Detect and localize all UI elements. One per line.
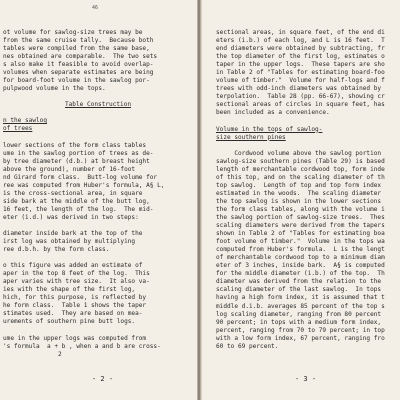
text-line: aper varies with tree size. It also va- xyxy=(3,278,150,286)
text-line: side bark at the middle of the butt log, xyxy=(3,197,150,205)
page-top-mark: 46 xyxy=(92,5,99,11)
text-line: he form class. Table 1 shows the taper xyxy=(3,302,147,310)
text-line: volumes when separate estimates are being xyxy=(3,69,154,77)
text-line: aper in the top 8 feet of the log. This xyxy=(3,270,150,278)
right-page-content xyxy=(216,29,398,351)
text-line: pulpwood volume in the tops. xyxy=(3,85,106,93)
text-line: above the ground), number of 16-foot xyxy=(3,165,136,173)
text-line: with a low form index, 67 percent, ranging fro xyxy=(216,334,385,342)
text-line: is the cross-sectional area, in square xyxy=(3,189,143,197)
text-line: ree was computed from Huber's formula, A§ L, xyxy=(3,181,165,189)
text-line: urements of southern pine butt logs. xyxy=(3,318,136,326)
text-line: eter of 3 inches, inside bark. A§ is computed xyxy=(216,262,385,270)
left-paragraph-5 xyxy=(3,335,193,359)
text-line: o this figure was added an estimate of xyxy=(3,262,143,270)
text-line: terpolation. Table 28 (pp. 66-67), showing cr xyxy=(216,93,385,101)
text-line: sectional areas, in square feet, of the end di xyxy=(216,29,385,36)
text-line: stimates used. They are based on mea- xyxy=(3,310,143,318)
text-line: shown in Table 2 of "Tables for estimating boa xyxy=(216,230,385,238)
text-line: ume in the upper logs was computed from xyxy=(3,334,147,342)
text-line: middle d.i.b. averages 85 percent of the top s xyxy=(216,302,385,310)
text-line: trees with odd-inch diameters was obtained by xyxy=(216,85,382,93)
text-line: sawlog-size southern pines (Table 29) is based xyxy=(216,157,385,165)
left-paragraph-1 xyxy=(3,29,193,93)
text-line: nes obtained are comparable. The two sets xyxy=(3,53,158,61)
text-line: sectional areas of circles in square feet, has xyxy=(216,101,385,109)
left-paragraph-4 xyxy=(3,262,193,326)
subheading-tops-of-sawlog-size xyxy=(216,126,398,142)
text-line: irst log was obtained by multiplying xyxy=(3,238,136,246)
text-line: of trees xyxy=(3,125,33,133)
text-line: having a high form index, it is assumed that t xyxy=(216,294,385,302)
text-line: percent, ranging from 70 to 79 percent; in top xyxy=(216,326,385,334)
text-line: scaling diameter of the last sawlog. In tops xyxy=(216,286,382,294)
section-title-table-construction: Table Construction xyxy=(64,101,132,109)
text-line: ree d.b.h. by the form class. xyxy=(3,246,110,254)
text-line: the top diameter of the first log, estimates o xyxy=(216,53,385,61)
text-line: computed from Huber's formula. L is the lengt xyxy=(216,246,385,254)
text-line: size southern pines xyxy=(216,133,286,141)
text-line: the sawlog portion of sawlog-size trees. Thes xyxy=(216,213,385,221)
text-line: nd Girard form class. Butt-log volume for xyxy=(3,173,158,181)
text-line: the form class tables, along with the volume i xyxy=(216,205,385,213)
text-line: ot volume for sawlog-size trees may be xyxy=(3,29,143,36)
text-line: 2 xyxy=(3,350,62,358)
page-number-right: - 3 - xyxy=(295,375,317,383)
text-line: ume in the sawlog portion of trees as de- xyxy=(3,149,154,157)
text-line: estimated in the woods. The scaling diameter xyxy=(216,189,382,197)
page-number-left: - 2 - xyxy=(92,375,114,383)
text-line: hich, for this purpose, is reflected by xyxy=(3,294,147,302)
text-line: s also make it feasible to avoid overlap- xyxy=(3,61,154,69)
text-line: for the middle diameter (i.b.) of the top. Th xyxy=(216,270,385,278)
left-paragraph-2 xyxy=(3,142,193,222)
text-line: top sawlog. Length of top and top form index xyxy=(216,181,382,189)
text-line: end diameters were obtained by subtracting, fr xyxy=(216,45,385,53)
right-page xyxy=(201,0,400,400)
text-line: volume of timber." Volume for half-logs and f xyxy=(216,77,385,85)
text-line: foot volume of timber." Volume in the tops wa xyxy=(216,238,385,246)
text-line: 's formula a + b , when a and b are cross- xyxy=(3,342,161,350)
text-line: been included as a convenience. xyxy=(216,109,330,117)
text-line: scaling diameters were derived from the tapers xyxy=(216,222,385,230)
text-line: diameter inside bark at the top of the xyxy=(3,229,143,237)
text-line: in Table 2 of "Tables for estimating board-foo xyxy=(216,69,385,77)
text-line: eter (i.d.) was derived in two steps: xyxy=(3,213,139,221)
text-line: log scaling diameter, ranging from 80 percent xyxy=(216,310,382,318)
subheading-sawlog-portion xyxy=(3,117,193,133)
text-line: ies with the shape of the first log, xyxy=(3,286,136,294)
right-paragraph-1 xyxy=(216,29,398,118)
text-line: Cordwood volume above the sawlog portion xyxy=(216,149,382,157)
text-line: 60 to 69 percent. xyxy=(216,342,279,350)
left-page xyxy=(0,0,198,400)
text-line: taper in the upper logs. These tapers are sho xyxy=(216,61,385,69)
text-line: the top sawlog is shown in the lower sections xyxy=(216,197,382,205)
left-page-content xyxy=(3,29,193,359)
text-line: length of merchantable cordwood top, form inde xyxy=(216,165,385,173)
text-line: eters (i.b.) of each log, and L is 16 feet. T xyxy=(216,37,385,45)
text-line: tables were compiled from the same base, xyxy=(3,45,150,53)
text-line: of this top, and on the scaling diameter of th xyxy=(216,173,385,181)
text-line: Volume in the tops of sawlog- xyxy=(216,125,323,133)
text-line: lower sections of the form class tables xyxy=(3,141,147,149)
text-line: of merchantable cordwood top to a minimum diam xyxy=(216,254,385,262)
right-paragraph-2 xyxy=(216,150,398,351)
left-paragraph-3 xyxy=(3,230,193,254)
text-line: 16 feet, the length of the log. The mid- xyxy=(3,205,154,213)
text-line: 90 percent; in tops with a medium form index, xyxy=(216,318,382,326)
text-line: from the same cruise tally. Because both xyxy=(3,37,154,45)
text-line: by tree diameter (d.b.) at breast height xyxy=(3,157,150,165)
text-line: for board-foot volume in the sawlog por- xyxy=(3,77,150,85)
text-line: n the sawlog xyxy=(3,117,48,125)
text-line: diameter was derived from the relation to the xyxy=(216,278,382,286)
